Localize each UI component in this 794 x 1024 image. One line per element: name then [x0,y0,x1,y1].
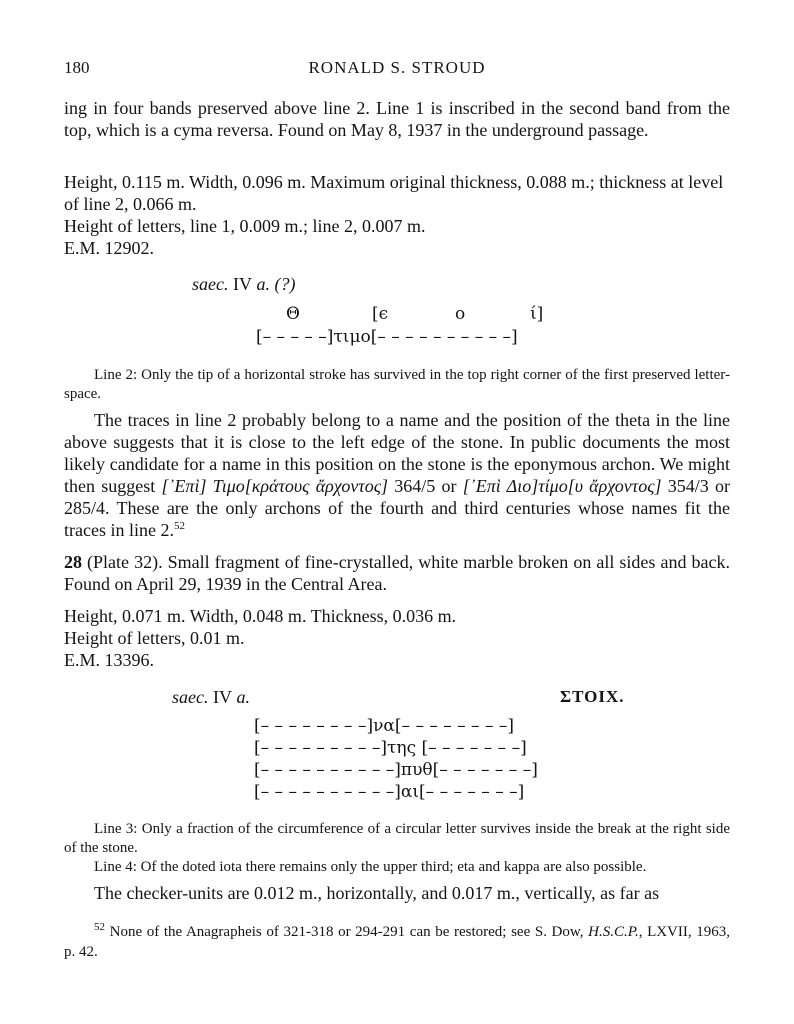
entry27-specs [64,171,730,259]
traces-greek-restoration-1: [᾿Επὶ] Τιμο[κράτους ἄρχοντος] [161,476,389,496]
saec-suffix: a. (?) [256,274,296,294]
saec-century: IV [212,687,232,707]
traces-text-3: 354/3 or 285/4. These are the only archons of the fourth and third centuries whose names fit the traces in line 2. [64,476,731,540]
inscription28-line: [– – – – – – – – – –]πυθ[– – – – – – –] [254,760,538,780]
page-number: 180 [64,58,90,77]
entry28-museum-number: E.M. 13396. [64,650,154,670]
inscription28-line: [– – – – – – – – –]της [– – – – – – –] [254,738,527,758]
running-header [64,58,730,82]
saec-label: saec. [172,687,209,707]
inscription27-line2: [– – – – –]τιμο[– – – – – – – – – –] [256,327,518,347]
running-head-author: RONALD S. STROUD [308,58,486,77]
entry28-date [172,687,250,708]
stoichedon-label: ΣΤΟΙΧ. [560,687,625,706]
entry28-description [64,551,730,595]
traces-paragraph [64,409,730,541]
inscription28-line: [– – – – – – – –]να[– – – – – – – –] [254,716,514,736]
inscription28 [254,715,538,803]
inscription27-line1-bracket-open: [ϵ [372,304,389,324]
checker-paragraph: The checker-units are 0.012 m., horizontally, and 0.017 m., vertically, as far as [94,883,660,903]
entry27-dimensions: Height, 0.115 m. Width, 0.096 m. Maximum original thickness, 0.088 m.; thickness at level of line 2, 0.066 m. [64,172,724,214]
entry27-line2-note: Line 2: Only the tip of a horizontal stroke has survived in the top right corner of the first preserved letter-space. [64,367,730,402]
inscription27-line1-bracket-close: ί] [530,304,544,324]
traces-greek-restoration-2: [᾿Επὶ Διο]τίμο[υ ἄρχοντος] [462,476,662,496]
saec-suffix: a. [236,687,250,707]
entry28-dimensions: Height, 0.071 m. Width, 0.048 m. Thickness, 0.036 m. [64,606,457,626]
footnote-journal: H.S.C.P. [588,924,639,940]
entry28-specs [64,605,730,671]
entry27-date [192,274,295,295]
entry28-letter-height: Height of letters, 0.01 m. [64,628,245,648]
footnote-52 [64,922,730,962]
inscription27-line1-omicron: o [455,304,466,324]
intro-paragraph: ing in four bands preserved above line 2. Line 1 is inscribed in the second band from the top, which is a cyma reversa. Found on May 8, 1937 in the underground passage. [64,98,730,140]
entry28-number: 28 [64,552,82,572]
saec-label: saec. [192,274,229,294]
entry28-line4-note: Line 4: Of the doted iota there remains only the upper third; eta and kappa are also possible. [94,859,647,875]
footnote-text-1: None of the Anagrapheis of 321-318 or 294-291 can be restored; see S. Dow, [105,924,589,940]
footnote-reference: 52 [173,520,185,532]
entry28-line3-note: Line 3: Only a fraction of the circumference of a circular letter survives inside the break at the right side of the stone. [64,821,730,856]
traces-text-1: The traces in line 2 probably belong to a name and the position of the theta in the line above suggests that it is close to the left edge of the stone. In public documents the most likely candidate for a name in this position on the stone is the eponymous archon. We might then suggest [64,410,730,496]
entry27-museum-number: E.M. 12902. [64,238,154,258]
entry28-desc-text: (Plate 32). Small fragment of fine-crystalled, white marble broken on all sides and back. Found on April 29, 1939 in the Central Area. [64,552,730,594]
traces-text-2: 364/5 or [388,476,463,496]
saec-century: IV [232,274,252,294]
footnote-mark: 52 [94,921,105,933]
footnote-text-2: , LXVII, 1963, p. 42. [64,924,730,960]
entry27-letter-height: Height of letters, line 1, 0.009 m.; line 2, 0.007 m. [64,216,426,236]
inscription27-line1-theta: Θ [286,304,300,324]
inscription28-line: [– – – – – – – – – –]αι[– – – – – – –] [254,782,525,802]
